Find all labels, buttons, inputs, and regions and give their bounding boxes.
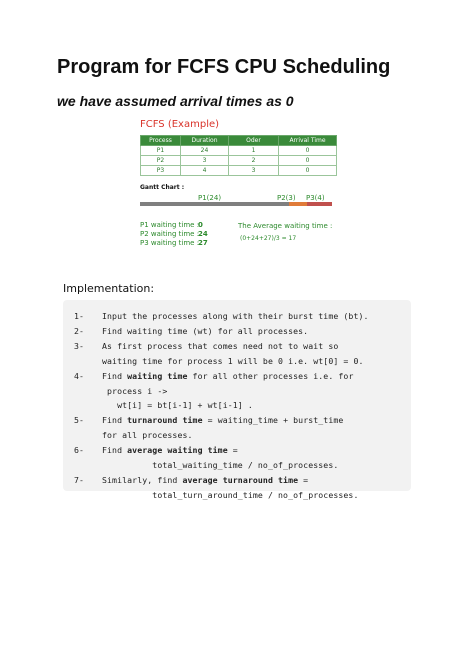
code-line-number: 3- xyxy=(74,340,85,351)
waiting-time-label: P1 waiting time : xyxy=(140,221,200,229)
gantt-label-p1: P1(24) xyxy=(198,194,222,202)
code-line xyxy=(74,371,353,381)
table-cell: 3 xyxy=(181,156,229,166)
code-line-number: 1- xyxy=(74,311,85,321)
table-cell: 0 xyxy=(279,166,337,176)
page-title: Program for FCFS CPU Scheduling xyxy=(57,56,391,78)
implementation-heading: Implementation: xyxy=(63,282,155,295)
waiting-time-p3 xyxy=(140,239,208,247)
code-text: = waiting_time + burst_time xyxy=(202,415,344,426)
code-keyword: turnaround time xyxy=(127,415,203,426)
code-line-number: 5- xyxy=(74,415,85,426)
gantt-segment-p1 xyxy=(140,202,289,206)
table-cell: 4 xyxy=(181,166,229,176)
code-text: = xyxy=(298,474,309,485)
table-cell: 0 xyxy=(279,156,337,166)
code-text: total_waiting_time / no_of_processes. xyxy=(102,460,339,470)
code-keyword: waiting time xyxy=(127,370,188,381)
code-text: Find xyxy=(102,370,128,381)
table-cell: 1 xyxy=(229,146,279,156)
gantt-segment-p3 xyxy=(307,202,332,206)
code-keyword: average waiting time xyxy=(127,445,228,456)
gantt-label-p3: P3(4) xyxy=(306,194,325,202)
code-line-number: 2- xyxy=(74,325,85,336)
table-row xyxy=(141,166,337,176)
code-line-number: 6- xyxy=(74,445,85,456)
code-text: waiting time for process 1 will be 0 i.e. wt[0] = 0. xyxy=(102,355,364,366)
code-line xyxy=(74,415,343,425)
code-line-number: 7- xyxy=(74,474,85,485)
gantt-label-p2: P2(3) xyxy=(277,194,296,202)
code-line xyxy=(74,430,193,440)
table-cell: P3 xyxy=(141,166,181,176)
table-header: Oder xyxy=(229,136,279,146)
table-cell: 3 xyxy=(229,166,279,176)
code-line xyxy=(74,460,338,470)
code-line xyxy=(74,400,253,410)
table-cell: 0 xyxy=(279,146,337,156)
code-text: Input the processes along with their burst time (bt). xyxy=(102,311,369,321)
code-line xyxy=(74,475,308,485)
code-text: for all other processes i.e. for xyxy=(187,370,354,381)
code-line xyxy=(74,445,238,455)
waiting-time-label: P2 waiting time : xyxy=(140,230,200,238)
table-header-row xyxy=(141,136,337,146)
code-text: wt[i] = bt[i-1] + wt[i-1] . xyxy=(102,400,253,411)
waiting-time-value: 24 xyxy=(198,230,208,238)
code-text: Find xyxy=(102,415,128,426)
code-text: for all processes. xyxy=(102,430,193,441)
table-cell: P1 xyxy=(141,146,181,156)
code-block xyxy=(63,300,411,500)
table-row xyxy=(141,146,337,156)
waiting-time-p1 xyxy=(140,221,203,229)
table-cell: 2 xyxy=(229,156,279,166)
code-line-number: 4- xyxy=(74,370,85,381)
page-subtitle: we have assumed arrival times as 0 xyxy=(57,93,294,109)
table-cell: 24 xyxy=(181,146,229,156)
code-line xyxy=(74,356,364,366)
code-text: = xyxy=(227,445,238,456)
figure-title: FCFS (Example) xyxy=(140,119,220,130)
code-text: Find xyxy=(102,445,128,456)
code-line xyxy=(74,326,308,336)
table-row xyxy=(141,156,337,166)
code-line xyxy=(74,341,338,351)
code-keyword: average turnaround time xyxy=(182,474,299,485)
code-text: Similarly, find xyxy=(102,474,183,485)
table-header: Process xyxy=(141,136,181,146)
average-waiting-title: The Average waiting time : xyxy=(238,222,333,230)
table-cell: P2 xyxy=(141,156,181,166)
table-header: Duration xyxy=(181,136,229,146)
waiting-time-value: 0 xyxy=(198,221,203,229)
code-line xyxy=(74,311,369,321)
code-text: As first process that comes need not to wait so xyxy=(102,340,339,351)
gantt-chart-title: Gantt Chart : xyxy=(140,184,185,191)
table-header: Arrival Time xyxy=(279,136,337,146)
waiting-time-value: 27 xyxy=(198,239,208,247)
process-table xyxy=(140,135,337,176)
code-text: total_turn_around_time / no_of_processes. xyxy=(102,489,359,500)
code-line xyxy=(74,490,359,500)
average-waiting-expression: (0+24+27)/3 = 17 xyxy=(240,235,297,242)
code-text: Find waiting time (wt) for all processes. xyxy=(102,325,309,336)
code-line xyxy=(74,386,167,396)
waiting-time-p2 xyxy=(140,230,208,238)
code-text: process i -> xyxy=(102,385,168,396)
waiting-time-label: P3 waiting time : xyxy=(140,239,200,247)
gantt-segment-p2 xyxy=(289,202,308,206)
